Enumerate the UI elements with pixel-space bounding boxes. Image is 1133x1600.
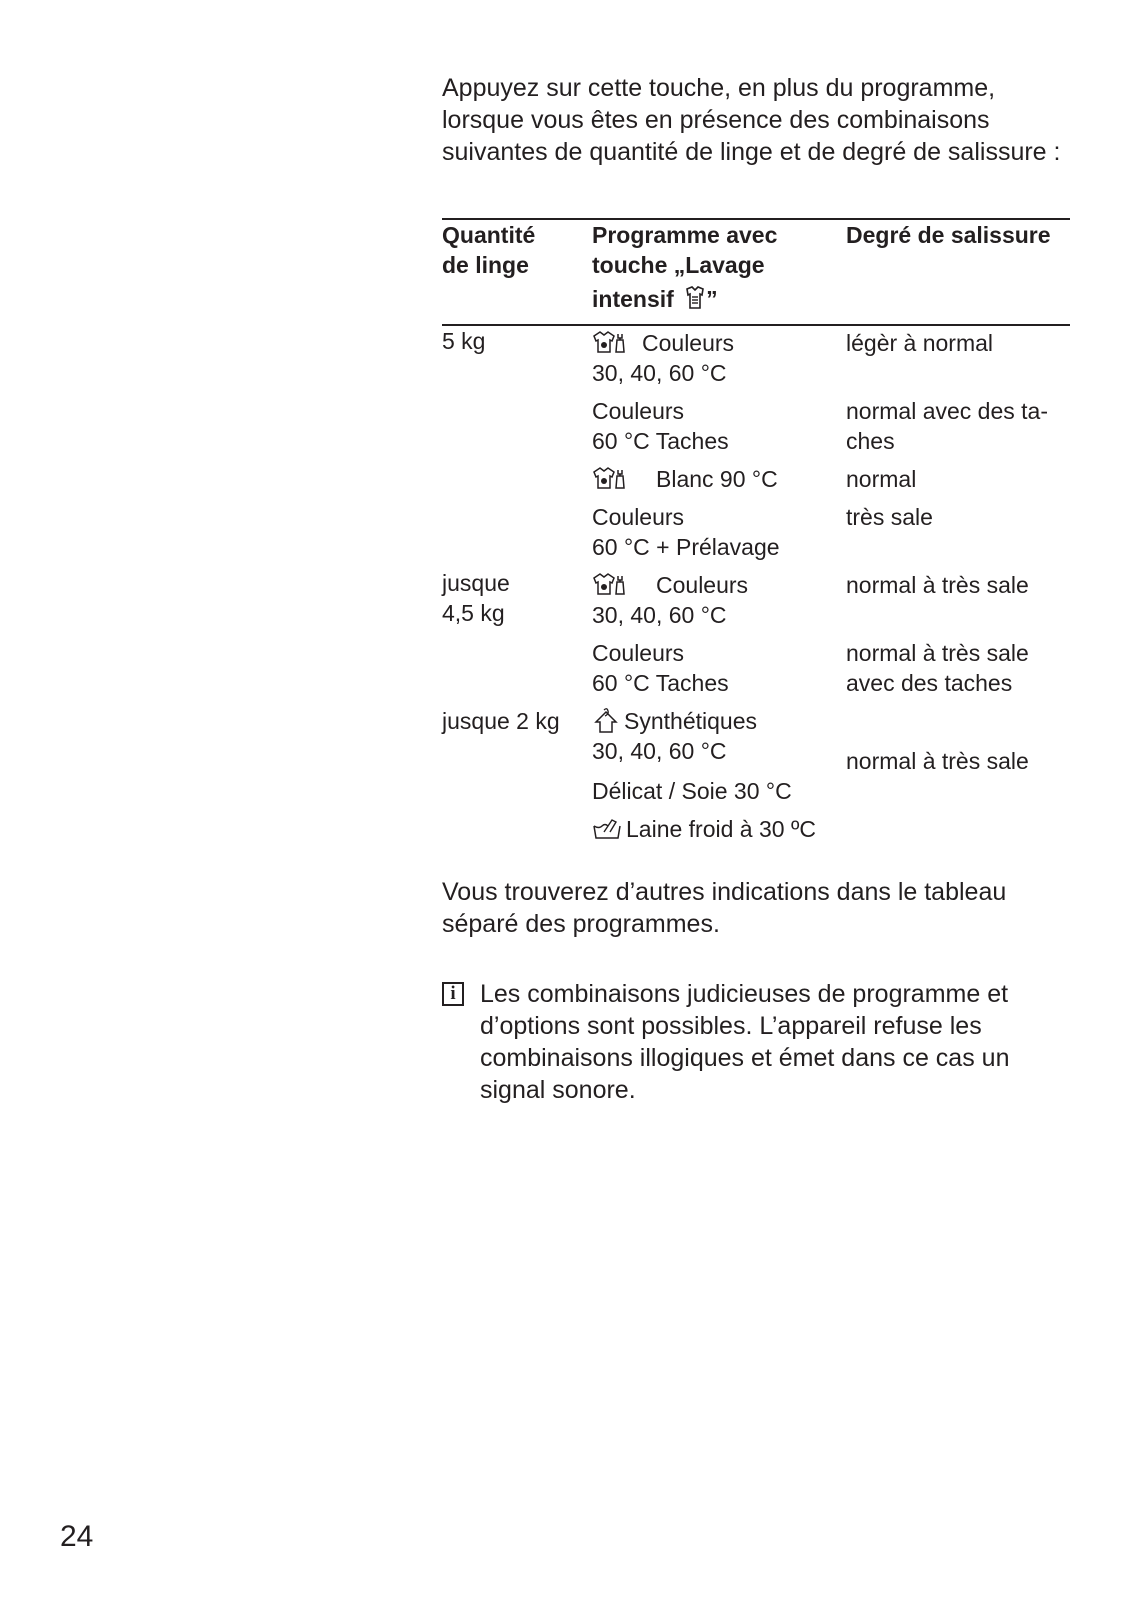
info-icon: i: [442, 982, 464, 1006]
info-note: [442, 978, 1072, 1106]
program-line1: Blanc 90 °C: [656, 466, 778, 492]
more-info-paragraph: Vous trouverez d’autres indications dans le tableau séparé des programmes.: [442, 878, 1007, 938]
header-program-intensif: intensif: [592, 286, 674, 312]
header-quantity: [442, 220, 535, 280]
header-quantity-line2: de linge: [442, 252, 529, 278]
table-cell-soil: [846, 396, 1048, 456]
cotton-white-icon: [592, 466, 638, 492]
table-cell-program: [592, 328, 734, 388]
info-note-text: Les combinaisons judicieuses de programme et d’options sont possibles. L’appareil refuse les combinaisons illogiques et émet dans ce cas un signal sonore.: [480, 980, 1010, 1104]
table-cell-soil: normal à très sale: [846, 748, 1029, 774]
quantity-line1: jusque: [442, 570, 510, 596]
soil-line1: normal à très sale: [846, 640, 1029, 666]
table-cell-soil: normal: [846, 466, 917, 492]
table-cell-soil: normal à très sale: [846, 572, 1029, 598]
cotton-colour-icon: [592, 572, 638, 598]
table-cell-program: [592, 502, 780, 562]
header-quantity-line1: Quantité: [442, 222, 536, 248]
table-cell-quantity: jusque 2 kg: [442, 708, 560, 734]
program-line2: 30, 40, 60 °C: [592, 360, 727, 386]
table-cell-soil: très sale: [846, 504, 933, 530]
program-line1: Synthétiques: [624, 708, 757, 734]
header-bottom-rule: [442, 324, 1070, 326]
program-line2: 60 °C Taches: [592, 670, 729, 696]
intensive-wash-icon: [684, 286, 706, 310]
table-cell-program: [592, 814, 816, 844]
program-line1: Couleurs: [592, 504, 685, 530]
program-line2: 30, 40, 60 °C: [592, 602, 727, 628]
program-line1: Couleurs: [656, 572, 749, 598]
table-cell-program: [592, 570, 748, 630]
program-line2: 60 °C Taches: [592, 428, 729, 454]
header-program-line2: touche „Lavage: [592, 252, 765, 278]
program-line1: Laine froid à 30 ºC: [626, 816, 816, 842]
program-line2: 30, 40, 60 °C: [592, 738, 727, 764]
table-cell-program: [592, 638, 729, 698]
header-program: [592, 220, 777, 314]
program-line2: 60 °C + Prélavage: [592, 534, 780, 560]
soil-line2: avec des taches: [846, 670, 1013, 696]
table-cell-program: [592, 464, 778, 494]
header-program-line1: Programme avec: [592, 222, 778, 248]
intro-paragraph: Appuyez sur cette touche, en plus du programme, lorsque vous êtes en présence des combinaisons suivantes de quantité de linge et de degré de salissure :: [442, 74, 1061, 166]
program-line1: Couleurs: [642, 330, 735, 356]
table-cell-program: Délicat / Soie 30 °C: [592, 778, 792, 804]
page-number: 24: [60, 1520, 94, 1553]
table-cell-program: [592, 706, 757, 766]
soil-line1: normal avec des ta-: [846, 398, 1048, 424]
table-cell-soil: [846, 638, 1029, 698]
table-cell-quantity: 5 kg: [442, 328, 486, 354]
header-program-quote: ”: [706, 286, 718, 312]
wool-hand-wash-icon: [592, 816, 622, 842]
soil-line2: ches: [846, 428, 895, 454]
header-program-line3: [592, 284, 777, 314]
cotton-colour-icon: [592, 330, 638, 356]
table-cell-soil: légèr à normal: [846, 330, 994, 356]
program-line1: Couleurs: [592, 640, 685, 666]
program-line1: Couleurs: [592, 398, 685, 424]
synthetics-icon: [592, 708, 620, 734]
quantity-line2: 4,5 kg: [442, 600, 505, 626]
table-cell-quantity: [442, 568, 510, 628]
table-cell-program: [592, 396, 729, 456]
header-soil: Degré de salissure: [846, 222, 1051, 248]
